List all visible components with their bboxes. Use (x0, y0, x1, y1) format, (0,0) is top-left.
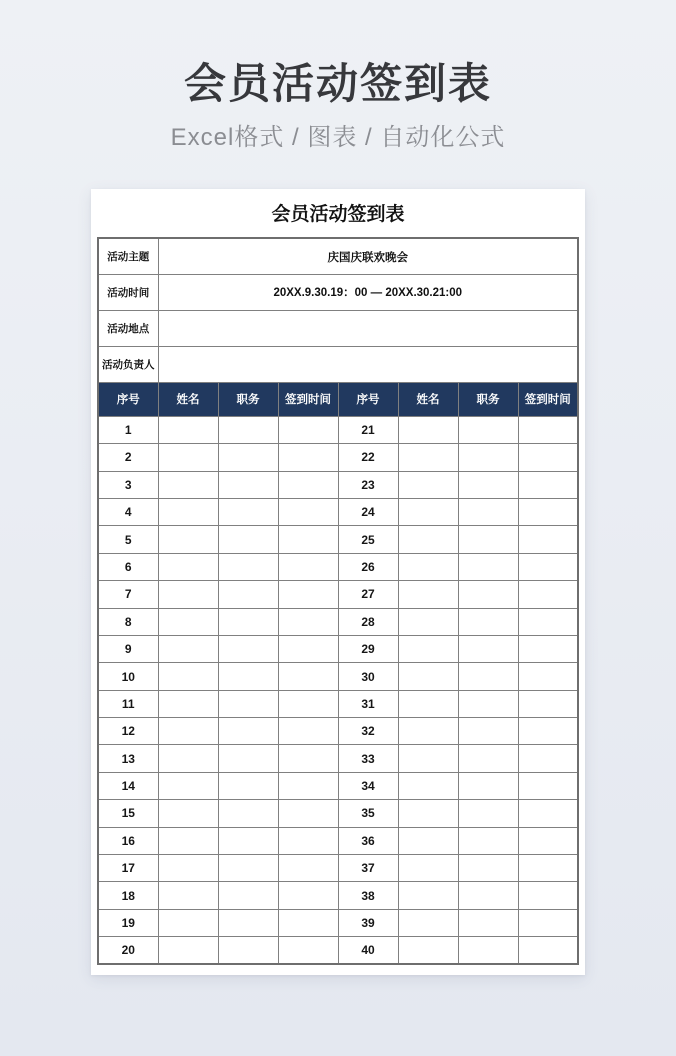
column-header-3: 签到时间 (278, 382, 338, 416)
seq-left: 16 (98, 827, 158, 854)
empty-cell (278, 635, 338, 662)
empty-cell (158, 937, 218, 964)
empty-cell (518, 690, 578, 717)
empty-cell (218, 608, 278, 635)
seq-right: 22 (338, 444, 398, 471)
seq-right: 28 (338, 608, 398, 635)
empty-cell (158, 581, 218, 608)
empty-cell (398, 498, 458, 525)
empty-cell (158, 718, 218, 745)
empty-cell (158, 416, 218, 443)
empty-cell (398, 772, 458, 799)
table-row (98, 745, 578, 772)
empty-cell (458, 663, 518, 690)
empty-cell (158, 553, 218, 580)
empty-cell (158, 827, 218, 854)
seq-right: 23 (338, 471, 398, 498)
empty-cell (518, 772, 578, 799)
empty-cell (278, 444, 338, 471)
table-row (98, 526, 578, 553)
seq-right: 39 (338, 909, 398, 936)
seq-right: 37 (338, 855, 398, 882)
empty-cell (398, 718, 458, 745)
empty-cell (158, 909, 218, 936)
seq-left: 6 (98, 553, 158, 580)
empty-cell (518, 800, 578, 827)
sheet-title: 会员活动签到表 (271, 204, 405, 226)
empty-cell (518, 608, 578, 635)
empty-cell (518, 663, 578, 690)
empty-cell (398, 690, 458, 717)
seq-right: 36 (338, 827, 398, 854)
table-row (98, 827, 578, 854)
info-value: 20XX.9.30.19：00 — 20XX.30.21:00 (158, 274, 578, 310)
empty-cell (398, 444, 458, 471)
empty-cell (398, 800, 458, 827)
info-value (158, 346, 578, 382)
empty-cell (158, 608, 218, 635)
signin-table (97, 237, 579, 965)
empty-cell (218, 855, 278, 882)
empty-cell (518, 855, 578, 882)
table-row (98, 471, 578, 498)
seq-left: 5 (98, 526, 158, 553)
empty-cell (518, 718, 578, 745)
seq-right: 35 (338, 800, 398, 827)
empty-cell (458, 827, 518, 854)
empty-cell (278, 416, 338, 443)
empty-cell (458, 498, 518, 525)
column-header-2: 职务 (218, 382, 278, 416)
empty-cell (398, 663, 458, 690)
empty-cell (158, 800, 218, 827)
empty-cell (398, 471, 458, 498)
seq-right: 33 (338, 745, 398, 772)
empty-cell (458, 882, 518, 909)
empty-cell (278, 745, 338, 772)
table-row (98, 416, 578, 443)
empty-cell (458, 690, 518, 717)
empty-cell (278, 909, 338, 936)
empty-cell (218, 416, 278, 443)
header-row (98, 382, 578, 416)
empty-cell (278, 827, 338, 854)
empty-cell (278, 800, 338, 827)
table-row (98, 663, 578, 690)
table-row (98, 444, 578, 471)
empty-cell (218, 553, 278, 580)
empty-cell (218, 526, 278, 553)
empty-cell (278, 690, 338, 717)
seq-left: 7 (98, 581, 158, 608)
info-row-3 (98, 346, 578, 382)
empty-cell (458, 937, 518, 964)
info-label: 活动地点 (98, 310, 158, 346)
empty-cell (218, 882, 278, 909)
seq-left: 14 (98, 772, 158, 799)
table-row (98, 882, 578, 909)
empty-cell (458, 909, 518, 936)
empty-cell (218, 581, 278, 608)
empty-cell (458, 635, 518, 662)
table-row (98, 553, 578, 580)
seq-right: 34 (338, 772, 398, 799)
column-header-6: 职务 (458, 382, 518, 416)
info-label: 活动主题 (98, 238, 158, 274)
empty-cell (398, 855, 458, 882)
empty-cell (458, 800, 518, 827)
empty-cell (458, 416, 518, 443)
empty-cell (518, 745, 578, 772)
column-header-5: 姓名 (398, 382, 458, 416)
seq-left: 4 (98, 498, 158, 525)
column-header-4: 序号 (338, 382, 398, 416)
seq-left: 2 (98, 444, 158, 471)
signin-table-body (98, 238, 578, 964)
empty-cell (218, 909, 278, 936)
empty-cell (218, 498, 278, 525)
seq-right: 21 (338, 416, 398, 443)
empty-cell (518, 635, 578, 662)
column-header-7: 签到时间 (518, 382, 578, 416)
seq-left: 11 (98, 690, 158, 717)
table-row (98, 800, 578, 827)
empty-cell (458, 444, 518, 471)
column-header-0: 序号 (98, 382, 158, 416)
empty-cell (398, 745, 458, 772)
empty-cell (218, 663, 278, 690)
empty-cell (158, 471, 218, 498)
empty-cell (458, 471, 518, 498)
empty-cell (398, 553, 458, 580)
empty-cell (398, 526, 458, 553)
empty-cell (518, 416, 578, 443)
table-row (98, 772, 578, 799)
empty-cell (218, 635, 278, 662)
empty-cell (218, 444, 278, 471)
empty-cell (218, 772, 278, 799)
empty-cell (218, 471, 278, 498)
empty-cell (278, 882, 338, 909)
seq-right: 24 (338, 498, 398, 525)
seq-left: 19 (98, 909, 158, 936)
seq-right: 27 (338, 581, 398, 608)
empty-cell (278, 581, 338, 608)
empty-cell (158, 444, 218, 471)
empty-cell (218, 937, 278, 964)
empty-cell (278, 608, 338, 635)
info-row-2 (98, 310, 578, 346)
table-row (98, 635, 578, 662)
empty-cell (278, 498, 338, 525)
empty-cell (218, 690, 278, 717)
page-subtitle: Excel格式 / 图表 / 自动化公式 (170, 124, 506, 152)
seq-left: 12 (98, 718, 158, 745)
seq-left: 10 (98, 663, 158, 690)
empty-cell (158, 882, 218, 909)
seq-right: 32 (338, 718, 398, 745)
seq-left: 17 (98, 855, 158, 882)
empty-cell (158, 690, 218, 717)
empty-cell (278, 663, 338, 690)
empty-cell (158, 663, 218, 690)
table-row (98, 855, 578, 882)
info-label: 活动时间 (98, 274, 158, 310)
empty-cell (218, 718, 278, 745)
empty-cell (518, 444, 578, 471)
empty-cell (158, 526, 218, 553)
empty-cell (458, 608, 518, 635)
info-row-1 (98, 274, 578, 310)
empty-cell (398, 882, 458, 909)
empty-cell (458, 745, 518, 772)
empty-cell (158, 745, 218, 772)
empty-cell (518, 553, 578, 580)
empty-cell (518, 937, 578, 964)
seq-right: 25 (338, 526, 398, 553)
empty-cell (398, 909, 458, 936)
table-row (98, 909, 578, 936)
empty-cell (458, 855, 518, 882)
empty-cell (458, 553, 518, 580)
page-title: 会员活动签到表 (183, 60, 492, 107)
empty-cell (398, 416, 458, 443)
seq-right: 30 (338, 663, 398, 690)
template-preview-card (91, 189, 585, 975)
seq-left: 3 (98, 471, 158, 498)
table-row (98, 498, 578, 525)
empty-cell (218, 827, 278, 854)
empty-cell (218, 800, 278, 827)
table-row (98, 937, 578, 964)
empty-cell (518, 526, 578, 553)
empty-cell (278, 855, 338, 882)
empty-cell (518, 909, 578, 936)
empty-cell (158, 498, 218, 525)
empty-cell (398, 937, 458, 964)
empty-cell (518, 581, 578, 608)
empty-cell (398, 581, 458, 608)
empty-cell (518, 498, 578, 525)
empty-cell (518, 827, 578, 854)
seq-left: 13 (98, 745, 158, 772)
empty-cell (518, 882, 578, 909)
column-header-1: 姓名 (158, 382, 218, 416)
seq-left: 1 (98, 416, 158, 443)
seq-right: 26 (338, 553, 398, 580)
empty-cell (458, 718, 518, 745)
empty-cell (518, 471, 578, 498)
empty-cell (278, 937, 338, 964)
seq-right: 38 (338, 882, 398, 909)
empty-cell (278, 553, 338, 580)
table-row (98, 581, 578, 608)
empty-cell (278, 772, 338, 799)
seq-left: 8 (98, 608, 158, 635)
info-row-0 (98, 238, 578, 274)
seq-right: 31 (338, 690, 398, 717)
empty-cell (458, 772, 518, 799)
empty-cell (158, 855, 218, 882)
seq-right: 29 (338, 635, 398, 662)
empty-cell (278, 718, 338, 745)
seq-left: 15 (98, 800, 158, 827)
info-label: 活动负责人 (98, 346, 158, 382)
info-value (158, 310, 578, 346)
empty-cell (158, 772, 218, 799)
seq-left: 20 (98, 937, 158, 964)
page-header (0, 0, 676, 152)
empty-cell (278, 526, 338, 553)
table-row (98, 718, 578, 745)
seq-left: 18 (98, 882, 158, 909)
empty-cell (398, 635, 458, 662)
table-row (98, 690, 578, 717)
empty-cell (218, 745, 278, 772)
empty-cell (278, 471, 338, 498)
empty-cell (398, 827, 458, 854)
seq-left: 9 (98, 635, 158, 662)
empty-cell (398, 608, 458, 635)
info-value: 庆国庆联欢晚会 (158, 238, 578, 274)
empty-cell (158, 635, 218, 662)
empty-cell (458, 581, 518, 608)
seq-right: 40 (338, 937, 398, 964)
table-row (98, 608, 578, 635)
empty-cell (458, 526, 518, 553)
